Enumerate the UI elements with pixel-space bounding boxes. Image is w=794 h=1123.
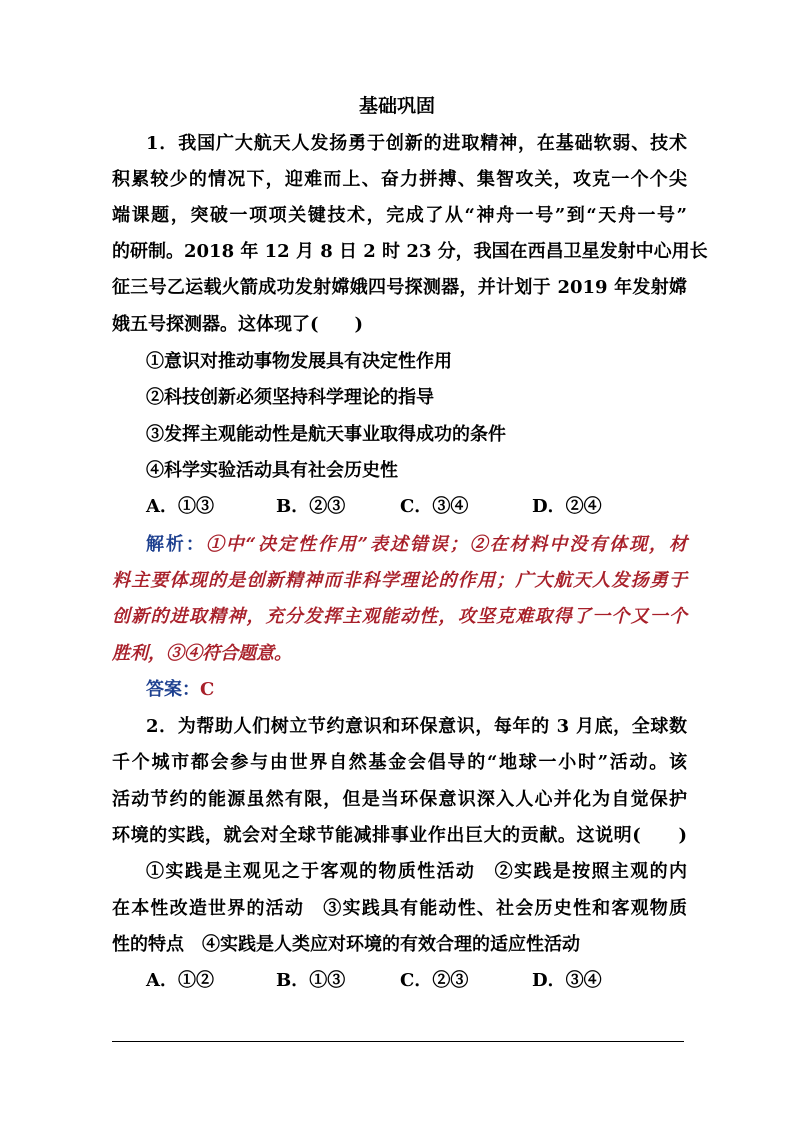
q2-line-2: 千个城市都会参与由世界自然基金会倡导的“地球一小时”活动。该 xyxy=(112,752,687,773)
q1-answer-value: C xyxy=(200,679,215,700)
q2-option-b: B．①③ xyxy=(276,970,346,991)
q2-option-c: C．②③ xyxy=(400,970,469,991)
q1-option-d: D．②④ xyxy=(532,496,602,517)
q2-statement-line-1: ①实践是主观见之于客观的物质性活动 ②实践是按照主观的内 xyxy=(146,861,687,882)
q1-analysis-line-4: 胜利，③④符合题意。 xyxy=(112,643,292,664)
q2-option-a: A．①② xyxy=(146,970,214,991)
section-title: 基础巩固 xyxy=(358,95,435,117)
q1-analysis-line-3: 创新的进取精神，充分发挥主观能动性，攻坚克难取得了一个又一个 xyxy=(112,606,687,627)
q1-line-2: 积累较少的情况下，迎难而上、奋力拼搏、集智攻关，攻克一个个尖 xyxy=(112,169,687,190)
q1-option-c: C．③④ xyxy=(400,496,469,517)
q2-statement-line-3: 性的特点 ④实践是人类应对环境的有效合理的适应性活动 xyxy=(112,934,580,955)
q1-option-b: B．②③ xyxy=(276,496,346,517)
q1-option-a: A．①③ xyxy=(146,496,214,517)
q2-statement-line-2: 在本性改造世界的活动 ③实践具有能动性、社会历史性和客观物质 xyxy=(112,898,687,919)
q1-line-4: 的研制。2018 年 12 月 8 日 2 时 23 分，我国在西昌卫星发射中心用长 xyxy=(112,241,708,262)
q1-analysis-label: 解析： xyxy=(146,534,206,555)
q2-line-3: 活动节约的能源虽然有限，但是当环保意识深入人心并化为自觉保护 xyxy=(112,789,687,810)
q1-line-3: 端课题，突破一项项关键技术，完成了从“神舟一号”到“天舟一号” xyxy=(112,205,687,226)
q2-line-1: 2．为帮助人们树立节约意识和环保意识，每年的 3 月底，全球数 xyxy=(146,716,687,737)
q1-statement-3: ③发挥主观能动性是航天事业取得成功的条件 xyxy=(146,424,506,445)
q1-line-1: 1．我国广大航天人发扬勇于创新的进取精神，在基础软弱、技术 xyxy=(146,133,687,154)
q1-statement-1: ①意识对推动事物发展具有决定性作用 xyxy=(146,351,452,372)
footer-divider xyxy=(112,1041,684,1042)
q2-option-d: D．③④ xyxy=(532,970,602,991)
q1-answer xyxy=(146,678,687,702)
q1-analysis-text-1: ①中“决定性作用”表述错误；②在材料中没有体现，材 xyxy=(205,534,687,555)
q1-analysis-line-2: 料主要体现的是创新精神而非科学理论的作用；广大航天人发扬勇于 xyxy=(112,570,687,591)
q1-line-6: 娥五号探测器。这体现了( ) xyxy=(112,314,364,335)
q1-answer-label: 答案： xyxy=(146,679,200,700)
q1-statement-4: ④科学实验活动具有社会历史性 xyxy=(146,460,398,481)
q2-line-4: 环境的实践，就会对全球节能减排事业作出巨大的贡献。这说明( ) xyxy=(112,825,687,846)
q1-line-5: 征三号乙运载火箭成功发射嫦娥四号探测器，并计划于 2019 年发射嫦 xyxy=(112,277,687,298)
q1-analysis-line-1 xyxy=(146,533,687,557)
q1-statement-2: ②科技创新必须坚持科学理论的指导 xyxy=(146,387,434,408)
